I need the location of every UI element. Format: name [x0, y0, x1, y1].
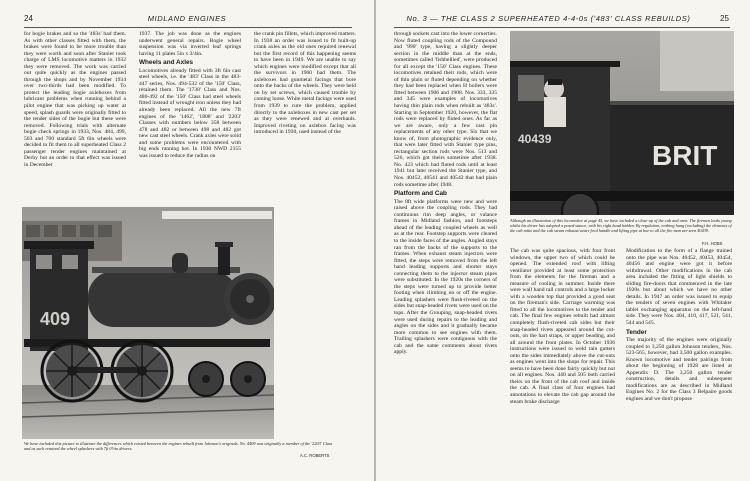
text-column-1-right	[394, 31, 497, 471]
photo-caption-left: We have included this picture to illustrate the differences which existed between the engines rebuilt from Johnson's originals. No. 4409 was originally a member of the '2203' Class and as such retained the wheel splashers with 7ft 0½in drivers.	[24, 441, 333, 452]
page-number-left: 24	[24, 14, 33, 23]
section-heading: Tender	[626, 328, 647, 336]
locomotive-photo-left	[22, 207, 274, 439]
photo-caption-right: Although an illustration of this locomotive at page 45, we have included a close-up of the cab and area. The firemen looks young whilst his driver has adopted a posed stance, with his right hand hidden. By regulation, nothing hung (excluding) the elements of the cab mitts and the cab steam exhaust/water feed handle and lifting pipe at bar to all the fire man are seen 40439.	[510, 218, 732, 234]
header-rule-left	[24, 27, 352, 28]
left-page	[0, 0, 374, 481]
section-heading: Wheels and Axles	[139, 59, 194, 67]
header-rule-right	[394, 27, 730, 28]
text-column-1	[24, 31, 126, 229]
paragraph: The majority of the engines were originally coupled to 3,250 gallon Johnson tenders, Nos. 523-565, however, had 3,500 gallon examples. Known locomotive and tender pairings from about the beginning of 1928 are listed at Appendix D. The 3,250 gallon tender construction, details and subsequent modifications are as described in Midland Engines No. 2 for the Class 3 Belpaire goods engines and we don't propose	[626, 337, 732, 403]
running-title-left: MIDLAND ENGINES	[147, 14, 227, 23]
text-column-3-continued	[281, 233, 357, 439]
right-page	[376, 0, 750, 481]
paragraph: Locomotives already fitted with 3ft 6in cast steel wheels, i.e. the '483' Class in the 483-447 series, Nos. 494-532 of the '150' Class, retained them. The '1738' Class and Nos. 480-492 of the '150' Class had steel wheels fitted instead of wrought iron unless they had already been replaced. All the new 7ft engines of the '1462', '1808' and '2203' Classes with numbers below 358 between 478 and 482 or between 498 and 482 got new cast steel wheels. Crank axles were solid and some problems were encountered with big ends running hot. In 1930 NWD 2155 was issued to reduce the radius on	[139, 67, 241, 159]
text-column-3-right	[626, 248, 732, 472]
cab-photo-right	[510, 31, 734, 215]
paragraph: the crank pin fillets, which improved matters. In 1938 an order was issued to fit built-up crank axles as the old ones required renewal but the first record of this happening seems to have been in 1949. We are unable to say which engines were modified except that all the survivors in 1960 had them. The axleboxes had gunmetal facings that bore onto the backs of the wheels. They were held on by set screws, which caused trouble by coming loose. White metal facings were used from 1939 to cure the problem, applied directly to the axleboxes in new cast per set as they were renewed and at overhauls. Improved riveting on axlebox facing was introduced in 1930, used instead of the	[254, 31, 356, 136]
paragraph: through sockets cast into the lower cornerties. Now fluted coupling rods of the Compound and '990' type, having a slightly deeper section in the middle than at the ends, sometimes called 'fishbellied', were produced for all except the '150' Class engines. These locomotives retained their rods, which were of thin plain or fluted depending on whether they had been replaced when H boilers were fitted between 1906 and 1908. Nos. 333, 335 and 345 were examples of locomotives having thin plain rods when rebuilt as '483s'. Starting in September 1920, however, the flat rods were replaced by fluted ones. As far as we are aware, only a few cast pin replacements of any other type. Six that we know of, from photographic evidence only, that were later fitted with Stanier type pins, rectangular section rods were Nos. 513 and 526, which got theirs sometime after 1938. No. 423 which had fluted rods until at least 1941 but later received the Stanier type, and Nos. 40452, 40541 and 40542 that had plain rods sometime after 1948.	[394, 31, 497, 188]
photo-credit-left: A.C. ROBERTS	[300, 453, 330, 458]
photo-credit-right: F.H. HOBS	[702, 241, 723, 246]
loco-number-left: 409	[40, 309, 71, 329]
paragraph: Modification to the form of a flange trained onto the pipe was Nos. 40452, 40453, 40454, 40456 and engine were got it before withdrawal. Other modifications in the cab area included the fitting of light shields to sliding fire-doors that commenced in the late 1920s but about which we have no other details. In 1947 an order was issued to equip the tenders of seven engines with Whitaker tablet exchanging apparatus on the left-hand side. They were Nos. 404, 410, 417, 521, 541, 544 and 545.	[626, 248, 732, 327]
page-number-right: 25	[720, 14, 729, 23]
paragraph: The 8ft wide platforms were new and were raised above the coupling rods. They had continuous rim deep angles, or valance frames in Midland fashion, and footsteps ahead of the leading coupled wheels as well as at the rear. Footstep supports were cleared to the inside faces of the angles. Angled stays ran from the backs of the supports to the frames. When exhaust steam injectors were fitted, the steps were removed from the left hand leading supports and shorter stays connecting them to the injector steam pipes were substituted. In the 1920s the corners of the steps were turned up to provide better footing when climbing on or off the engine. Leading splashers were flush-riveted on the sides but snap-headed rivets were used on the tops. After the Grouping, snap-headed rivets were used during repairs to the leading and angles on the sides and it gradually became more common to see engines with them. Trailing splashers were contiguous with the cab and the same comments about rivets apply.	[394, 198, 497, 356]
tender-lettering: BRIT	[652, 140, 718, 171]
text-column-2-right	[510, 248, 615, 472]
text-column-3	[254, 31, 356, 231]
running-title-right: No. 3 — THE CLASS 2 SUPERHEATED 4-4-0s ('483' CLASS REBUILDS)	[406, 14, 691, 23]
section-heading: Platform and Cab	[394, 190, 447, 198]
loco-number-right: 40439	[518, 132, 552, 146]
paragraph: The cab was quite spacious, with four front windows, the upper two of which could be opened. The extended roof with lifting ventilator provided at least some protection from the elements for the fireman and a measure of cooling in summer. Inside there were wall hand rail controls and a large locker with a wooden top that provided a good seat on the fireman's side. Carriage warming was fitted to all the locomotives to the tender and cab. The final few engines rebuilt had almost completely flush-riveted cab sides but their snap-headed rivets appeared around the cut-outs, on the hart straps, or upper beading, and all around the front plates. In October 1936 instructions were issued to weld rain gutters onto the sides immediately above the cut-outs as engines went into the shops for repair. This seems to have been done fairly quickly but not on all engines. Nos. 440 and 505 both carried theirs on the front of the cab roof and inside the cab. A final class of four engines had annotations to elevate the cab gap around the steam brake discharge	[510, 248, 615, 405]
paragraph: for bogie brakes and so the '483s' had them. As with other classes fitted with them, the brakes were found to be more trouble than they were worth and soon after Stanier took charge of LMS locomotive matters in 1932 they were removed. The work was carried out quite quickly as the engines passed through the shops and by November 1934 over two-thirds had been modified. To protect the leading bogie axleboxes from lubricant problems when running behind a pilot engine that was picking up water at speed, splash guards were originally fitted to the tender sides of the bogie but these were removed. Following trials with alternate bogie check springs in 1933, Nos. 484, 499, 503 and 700 standard 5ft 6in wheels were decided to fit them to all superheated Class 2 passenger tender engines maintained at Derby but an order to that effect was issued in December	[24, 31, 126, 168]
text-column-2	[139, 31, 241, 229]
paragraph: 1937. The job was done as the engines underwent general repairs. Bogie wheel suspension was via inverted leaf springs having 11 plates 5in x 3/4in.	[139, 31, 241, 57]
